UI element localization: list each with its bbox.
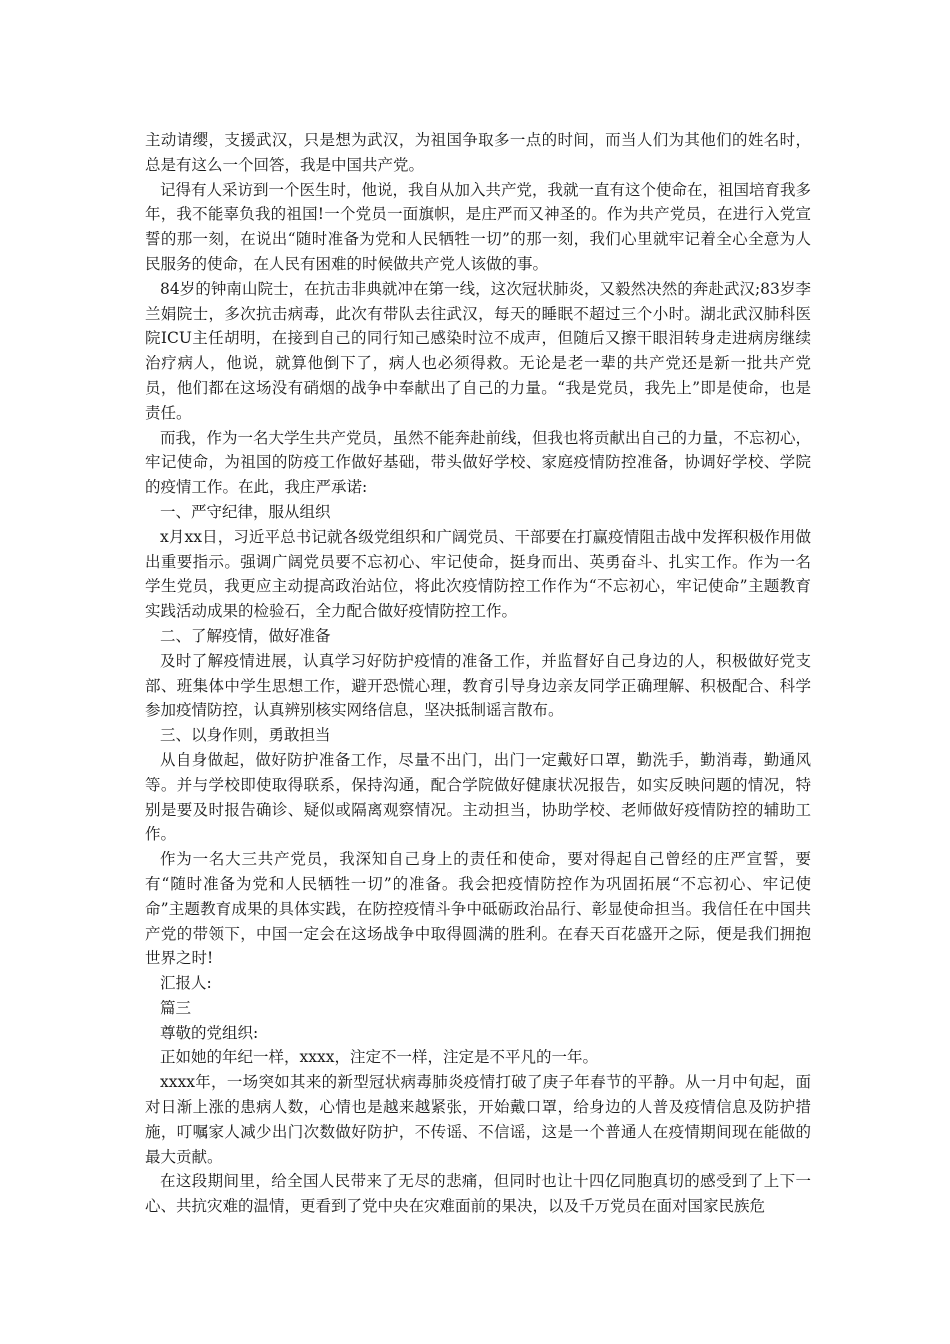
paragraph: 主动请缨，支援武汉，只是想为武汉，为祖国争取多一点的时间，而当人们为其他们的姓名时，总是有这么一个回答，我是中国共产党。 <box>145 131 811 174</box>
paragraph: xxxx年，一场突如其来的新型冠状病毒肺炎疫情打破了庚子年春节的平静。从一月中旬起，面对日渐上涨的患病人数，心情也是越来越紧张，开始戴口罩，给身边的人普及疫情信息及防护措施，叮嘱家人减少出门次数做好防护，不传谣、不信谣，这是一个普通人在疫情期间现在能做的最大贡献。 <box>145 1073 811 1166</box>
signature-label: 汇报人: <box>160 974 212 993</box>
salutation: 尊敬的党组织: <box>160 1023 259 1042</box>
document-body <box>145 128 811 1219</box>
section-heading: 一、严守纪律，服从组织 <box>160 502 331 521</box>
chapter-heading: 篇三 <box>160 998 192 1017</box>
paragraph: 作为一名大三共产党员，我深知自己身上的责任和使命，要对得起自己曾经的庄严宣誓，要有“随时准备为党和人民牺牲一切”的准备。我会把疫情防控作为巩固拓展“不忘初心、牢记使命”主题教育成果的具体实践，在防控疫情斗争中砥砺政治品行、彰显使命担当。我信任在中国共产党的带领下，中国一定会在这场战争中取得圆满的胜利。在春天百花盛开之际，便是我们拥抱世界之时! <box>145 850 811 968</box>
paragraph: x月xx日，习近平总书记就各级党组织和广阔党员、干部要在打赢疫情阻击战中发挥积极作用做出重要指示。强调广阔党员要不忘初心、牢记使命，挺身而出、英勇奋斗、扎实工作。作为一名学生党员，我更应主动提高政治站位，将此次疫情防控工作作为“不忘初心，牢记使命”主题教育实践活动成果的检验石，全力配合做好疫情防控工作。 <box>145 527 811 621</box>
paragraph: 在这段期间里，给全国人民带来了无尽的悲痛，但同时也让十四亿同胞真切的感受到了上下一心、共抗灾难的温情，更看到了党中央在灾难面前的果决，以及千万党员在面对国家民族危 <box>145 1172 811 1216</box>
paragraph: 而我，作为一名大学生共产党员，虽然不能奔赴前线，但我也将贡献出自己的力量，不忘初心，牢记使命，为祖国的防疫工作做好基础，带头做好学校、家庭疫情防控准备，协调好学校、学院的疫情工作。在此，我庄严承诺: <box>145 428 812 497</box>
paragraph: 从自身做起，做好防护准备工作，尽量不出门，出门一定戴好口罩，勤洗手，勤消毒，勤通风等。并与学校即使取得联系，保持沟通，配合学院做好健康状况报告，如实反映问题的情况，特别是要及时报告确诊、疑似或隔离观察情况。主动担当，协助学校、老师做好疫情防控的辅助工作。 <box>145 750 811 844</box>
paragraph: 及时了解疫情进展，认真学习好防护疫情的准备工作，并监督好自己身边的人，积极做好党支部、班集体中学生思想工作，避开恐慌心理，教育引导身边亲友同学正确理解、积极配合、科学参加疫情防控，认真辨别核实网络信息，坚决抵制谣言散布。 <box>145 651 811 720</box>
paragraph: 84岁的钟南山院士，在抗击非典就冲在第一线，这次冠状肺炎，又毅然决然的奔赴武汉;83岁李兰娟院士，多次抗击病毒，此次有带队去往武汉，每天的睡眠不超过三个小时。湖北武汉肺科医院ICU主任胡明，在接到自己的同行知己感染时泣不成声，但随后又擦干眼泪转身走进病房继续治疗病人，他说，就算他倒下了，病人也必须得救。无论是老一辈的共产党还是新一批共产党员，他们都在这场没有硝烟的战争中奉献出了自己的力量。“我是党员，我先上”即是使命，也是责任。 <box>145 279 811 422</box>
section-heading: 二、了解疫情，做好准备 <box>160 626 331 645</box>
section-heading: 三、以身作则，勇敢担当 <box>160 726 331 745</box>
paragraph: 正如她的年纪一样，xxxx，注定不一样，注定是不平凡的一年。 <box>160 1048 598 1067</box>
paragraph: 记得有人采访到一个医生时，他说，我自从加入共产党，我就一直有这个使命在，祖国培育我多年，我不能辜负我的祖国!一个党员一面旗帜，是庄严而又神圣的。作为共产党员，在进行入党宣誓的那一刻，在说出“随时准备为党和人民牺牲一切”的那一刻，我们心里就牢记着全心全意为人民服务的使命，在人民有困难的时候做共产党人该做的事。 <box>145 180 812 273</box>
